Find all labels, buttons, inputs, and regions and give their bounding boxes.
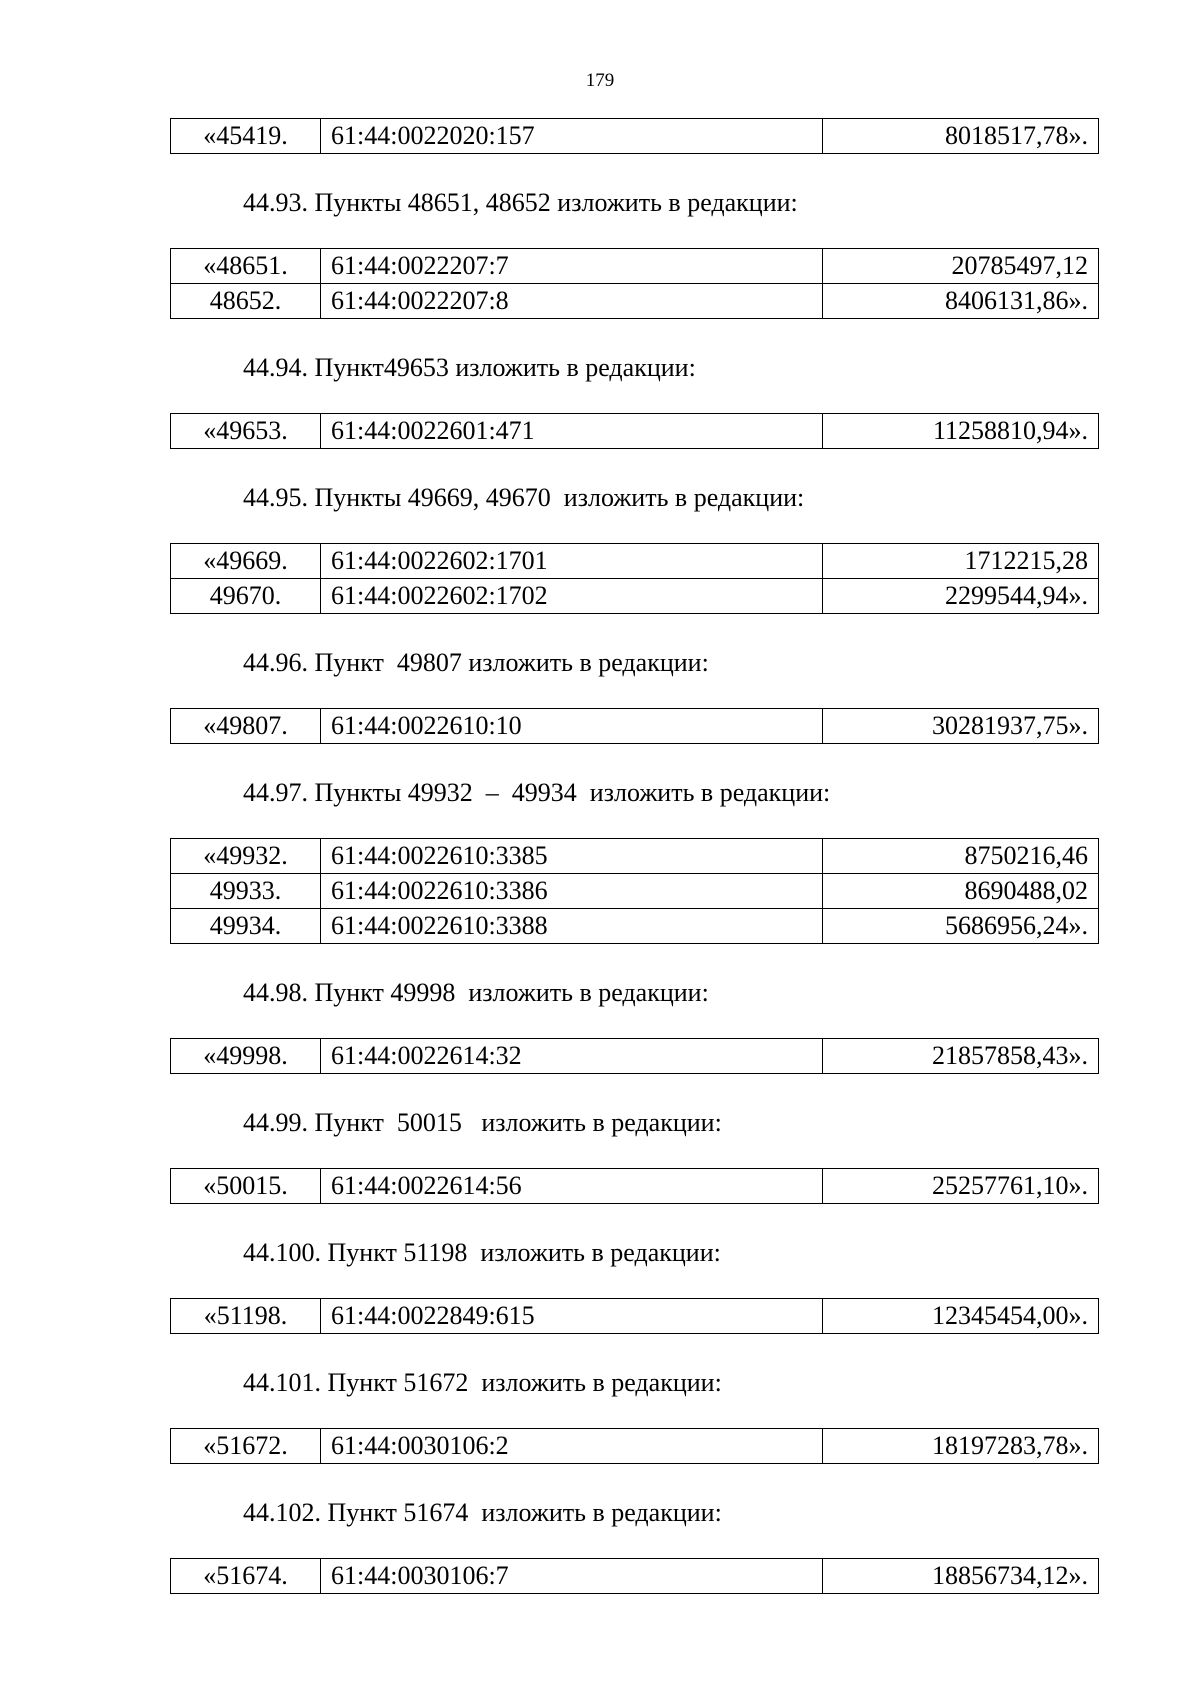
cadastral-number-cell: 61:44:0022614:32 <box>321 1039 823 1074</box>
value-cell: 8750216,46 <box>823 839 1099 874</box>
value-cell: 12345454,00». <box>823 1299 1099 1334</box>
item-number-cell: «49653. <box>171 414 321 449</box>
amendment-table <box>170 118 1099 154</box>
item-number-cell: «51198. <box>171 1299 321 1334</box>
page-number: 179 <box>585 70 615 91</box>
value-cell: 30281937,75». <box>823 709 1099 744</box>
item-number-cell: «45419. <box>171 119 321 154</box>
amendment-paragraph: 44.95. Пункты 49669, 49670 изложить в редакции: <box>243 483 805 512</box>
cadastral-number-cell: 61:44:0022610:10 <box>321 709 823 744</box>
amendment-table <box>170 1428 1099 1464</box>
item-number-cell: «51674. <box>171 1559 321 1594</box>
amendment-paragraph: 44.97. Пункты 49932 – 49934 изложить в редакции: <box>243 778 831 807</box>
item-number-cell: «48651. <box>171 249 321 284</box>
cadastral-number-cell: 61:44:0022614:56 <box>321 1169 823 1204</box>
value-cell: 20785497,12 <box>823 249 1099 284</box>
amendment-paragraph: 44.101. Пункт 51672 изложить в редакции: <box>243 1368 722 1397</box>
value-cell: 18856734,12». <box>823 1559 1099 1594</box>
value-cell: 11258810,94». <box>823 414 1099 449</box>
item-number-cell: 49670. <box>171 579 321 614</box>
table-row <box>171 874 1099 909</box>
item-number-cell: «49998. <box>171 1039 321 1074</box>
amendment-table <box>170 1168 1099 1204</box>
value-cell: 8018517,78». <box>823 119 1099 154</box>
cadastral-number-cell: 61:44:0022207:7 <box>321 249 823 284</box>
value-cell: 8690488,02 <box>823 874 1099 909</box>
value-cell: 8406131,86». <box>823 284 1099 319</box>
cadastral-number-cell: 61:44:0022602:1702 <box>321 579 823 614</box>
table-row <box>171 839 1099 874</box>
amendment-table <box>170 413 1099 449</box>
table-row <box>171 249 1099 284</box>
item-number-cell: «49932. <box>171 839 321 874</box>
amendment-table <box>170 1298 1099 1334</box>
amendment-paragraph: 44.98. Пункт 49998 изложить в редакции: <box>243 978 709 1007</box>
value-cell: 21857858,43». <box>823 1039 1099 1074</box>
item-number-cell: «50015. <box>171 1169 321 1204</box>
cadastral-number-cell: 61:44:0030106:2 <box>321 1429 823 1464</box>
amendment-table <box>170 708 1099 744</box>
table-row <box>171 579 1099 614</box>
document-body <box>170 118 1098 1594</box>
item-number-cell: 49934. <box>171 909 321 944</box>
item-number-cell: «49669. <box>171 544 321 579</box>
cadastral-number-cell: 61:44:0030106:7 <box>321 1559 823 1594</box>
cadastral-number-cell: 61:44:0022601:471 <box>321 414 823 449</box>
table-row <box>171 909 1099 944</box>
amendment-paragraph: 44.99. Пункт 50015 изложить в редакции: <box>243 1108 722 1137</box>
amendment-table <box>170 543 1099 614</box>
amendment-table <box>170 248 1099 319</box>
amendment-table <box>170 1038 1099 1074</box>
amendment-table <box>170 838 1099 944</box>
table-row <box>171 1429 1099 1464</box>
table-row <box>171 119 1099 154</box>
cadastral-number-cell: 61:44:0022207:8 <box>321 284 823 319</box>
table-row <box>171 1169 1099 1204</box>
cadastral-number-cell: 61:44:0022020:157 <box>321 119 823 154</box>
amendment-paragraph: 44.96. Пункт 49807 изложить в редакции: <box>243 648 709 677</box>
amendment-paragraph: 44.94. Пункт49653 изложить в редакции: <box>243 353 696 382</box>
cadastral-number-cell: 61:44:0022849:615 <box>321 1299 823 1334</box>
item-number-cell: «51672. <box>171 1429 321 1464</box>
item-number-cell: 49933. <box>171 874 321 909</box>
cadastral-number-cell: 61:44:0022610:3386 <box>321 874 823 909</box>
item-number-cell: «49807. <box>171 709 321 744</box>
value-cell: 1712215,28 <box>823 544 1099 579</box>
cadastral-number-cell: 61:44:0022610:3385 <box>321 839 823 874</box>
cadastral-number-cell: 61:44:0022610:3388 <box>321 909 823 944</box>
table-row <box>171 284 1099 319</box>
amendment-paragraph: 44.93. Пункты 48651, 48652 изложить в редакции: <box>243 188 798 217</box>
value-cell: 25257761,10». <box>823 1169 1099 1204</box>
amendment-paragraph: 44.100. Пункт 51198 изложить в редакции: <box>243 1238 721 1267</box>
value-cell: 18197283,78». <box>823 1429 1099 1464</box>
amendment-table <box>170 1558 1099 1594</box>
cadastral-number-cell: 61:44:0022602:1701 <box>321 544 823 579</box>
table-row <box>171 709 1099 744</box>
table-row <box>171 1299 1099 1334</box>
table-row <box>171 544 1099 579</box>
value-cell: 2299544,94». <box>823 579 1099 614</box>
table-row <box>171 1039 1099 1074</box>
value-cell: 5686956,24». <box>823 909 1099 944</box>
amendment-paragraph: 44.102. Пункт 51674 изложить в редакции: <box>243 1498 722 1527</box>
table-row <box>171 414 1099 449</box>
item-number-cell: 48652. <box>171 284 321 319</box>
table-row <box>171 1559 1099 1594</box>
